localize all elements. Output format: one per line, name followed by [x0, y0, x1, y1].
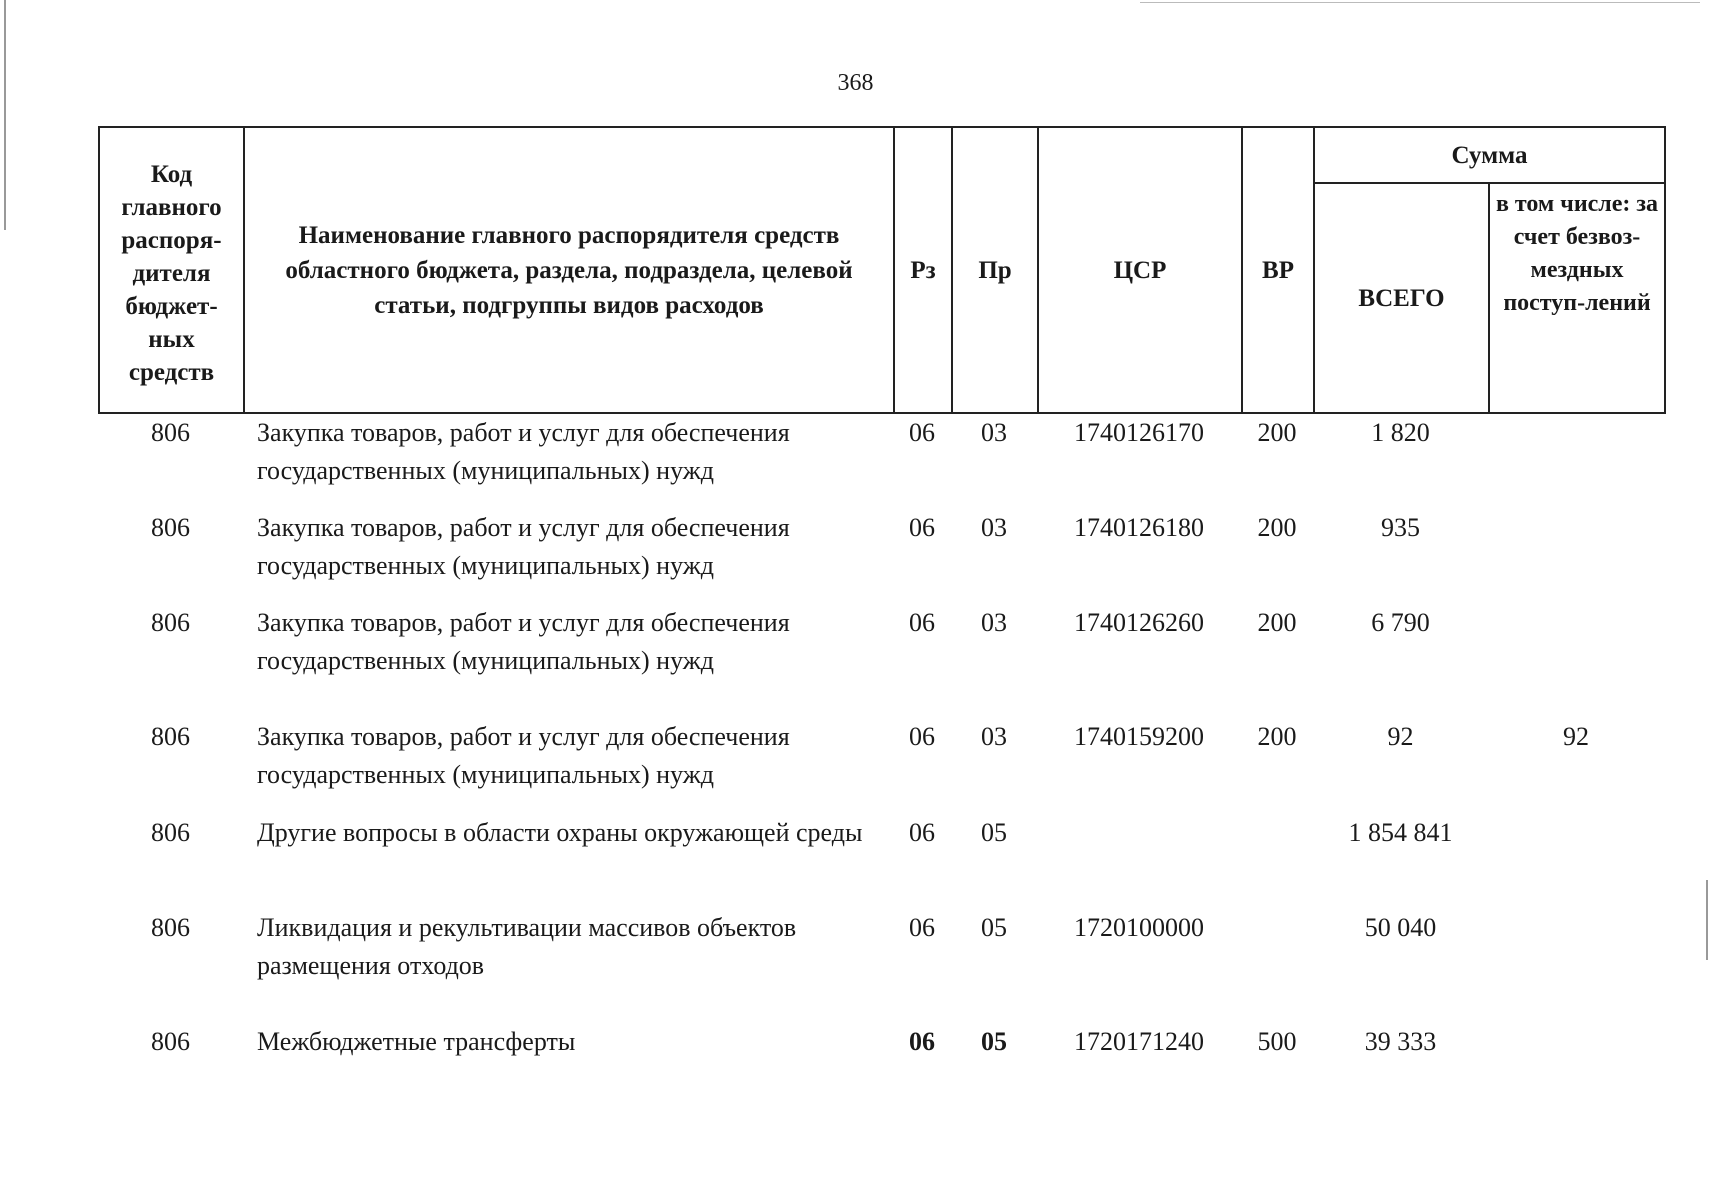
cell-incl: [1488, 509, 1664, 604]
cell-csr: 1740126170: [1074, 418, 1204, 447]
header-pr: Пр: [952, 127, 1038, 413]
table-row: [98, 1023, 1664, 1083]
header-name: Наименование главного распорядителя средств областного бюджета, раздела, подраздела, целевой статьи, подгруппы видов расходов: [244, 127, 894, 413]
header-csr: ЦСР: [1038, 127, 1242, 413]
table-header: [98, 126, 1666, 414]
cell-vr: 200: [1257, 608, 1297, 637]
header-sum: Сумма: [1314, 127, 1665, 183]
cell-pr: 05: [981, 1027, 1007, 1056]
cell-csr: [1037, 814, 1241, 909]
cell-pr: 05: [981, 818, 1007, 847]
cell-incl: [1488, 414, 1664, 509]
table-row: [98, 509, 1664, 604]
header-rz: Рз: [894, 127, 952, 413]
cell-rz: 06: [909, 513, 935, 542]
cell-total: 39 333: [1364, 1027, 1437, 1056]
cell-total: 1 820: [1371, 418, 1430, 447]
cell-code: 806: [151, 608, 190, 637]
cell-vr: 200: [1257, 722, 1297, 751]
header-vr: ВР: [1242, 127, 1314, 413]
cell-code: 806: [151, 513, 190, 542]
cell-incl: [1488, 1023, 1664, 1083]
cell-total: 50 040: [1364, 913, 1437, 942]
cell-name: Межбюджетные трансферты: [257, 1027, 576, 1056]
cell-csr: 1740126260: [1074, 608, 1204, 637]
table-row: [98, 909, 1664, 1023]
cell-csr: 1740126180: [1074, 513, 1204, 542]
cell-incl: [1488, 604, 1664, 718]
cell-code: 806: [151, 722, 190, 751]
cell-rz: 06: [909, 913, 935, 942]
cell-total: 935: [1381, 513, 1420, 542]
table-body: [98, 414, 1664, 1083]
cell-pr: 03: [981, 418, 1007, 447]
cell-rz: 06: [909, 818, 935, 847]
cell-rz: 06: [909, 418, 935, 447]
cell-name: Закупка товаров, работ и услуг для обеспечения государственных (муниципальных) нужд: [257, 418, 790, 485]
cell-csr: 1740159200: [1074, 722, 1204, 751]
cell-name: Другие вопросы в области охраны окружающей среды: [257, 818, 863, 847]
cell-vr: [1241, 814, 1313, 909]
scan-edge-mark-left: [4, 0, 6, 230]
cell-code: 806: [151, 1027, 190, 1056]
scan-edge-mark-top: [1140, 2, 1700, 3]
cell-name: Ликвидация и рекультивации массивов объектов размещения отходов: [257, 913, 797, 980]
cell-vr: 200: [1257, 418, 1297, 447]
table-row: [98, 604, 1664, 718]
cell-pr: 03: [981, 608, 1007, 637]
cell-vr: 200: [1257, 513, 1297, 542]
cell-incl: [1488, 814, 1664, 909]
table-row: [98, 718, 1664, 814]
table-row: [98, 414, 1664, 509]
cell-name: Закупка товаров, работ и услуг для обеспечения государственных (муниципальных) нужд: [257, 513, 790, 580]
cell-total: 92: [1387, 722, 1414, 751]
cell-name: Закупка товаров, работ и услуг для обеспечения государственных (муниципальных) нужд: [257, 608, 790, 675]
cell-pr: 05: [981, 913, 1007, 942]
cell-name: Закупка товаров, работ и услуг для обеспечения государственных (муниципальных) нужд: [257, 722, 790, 789]
cell-total: 1 854 841: [1348, 818, 1453, 847]
cell-pr: 03: [981, 513, 1007, 542]
cell-code: 806: [151, 818, 190, 847]
cell-rz: 06: [909, 608, 935, 637]
page-number: 368: [837, 70, 874, 96]
cell-code: 806: [151, 418, 190, 447]
cell-rz: 06: [909, 1027, 935, 1056]
table-row: [98, 814, 1664, 909]
cell-vr: 500: [1257, 1027, 1297, 1056]
cell-csr: 1720100000: [1074, 913, 1204, 942]
cell-code: 806: [151, 913, 190, 942]
cell-pr: 03: [981, 722, 1007, 751]
header-incl: в том числе: за счет безвоз-мездных поступ-лений: [1489, 183, 1665, 413]
header-code: Код главного распоря-дителя бюджет-ных средств: [99, 127, 244, 413]
cell-csr: 1720171240: [1074, 1027, 1204, 1056]
cell-rz: 06: [909, 722, 935, 751]
cell-incl: 92: [1563, 722, 1589, 751]
scan-edge-mark-right: [1706, 880, 1708, 960]
cell-vr: [1241, 909, 1313, 1023]
cell-incl: [1488, 909, 1664, 1023]
cell-total: 6 790: [1371, 608, 1430, 637]
header-total: ВСЕГО: [1314, 183, 1489, 413]
